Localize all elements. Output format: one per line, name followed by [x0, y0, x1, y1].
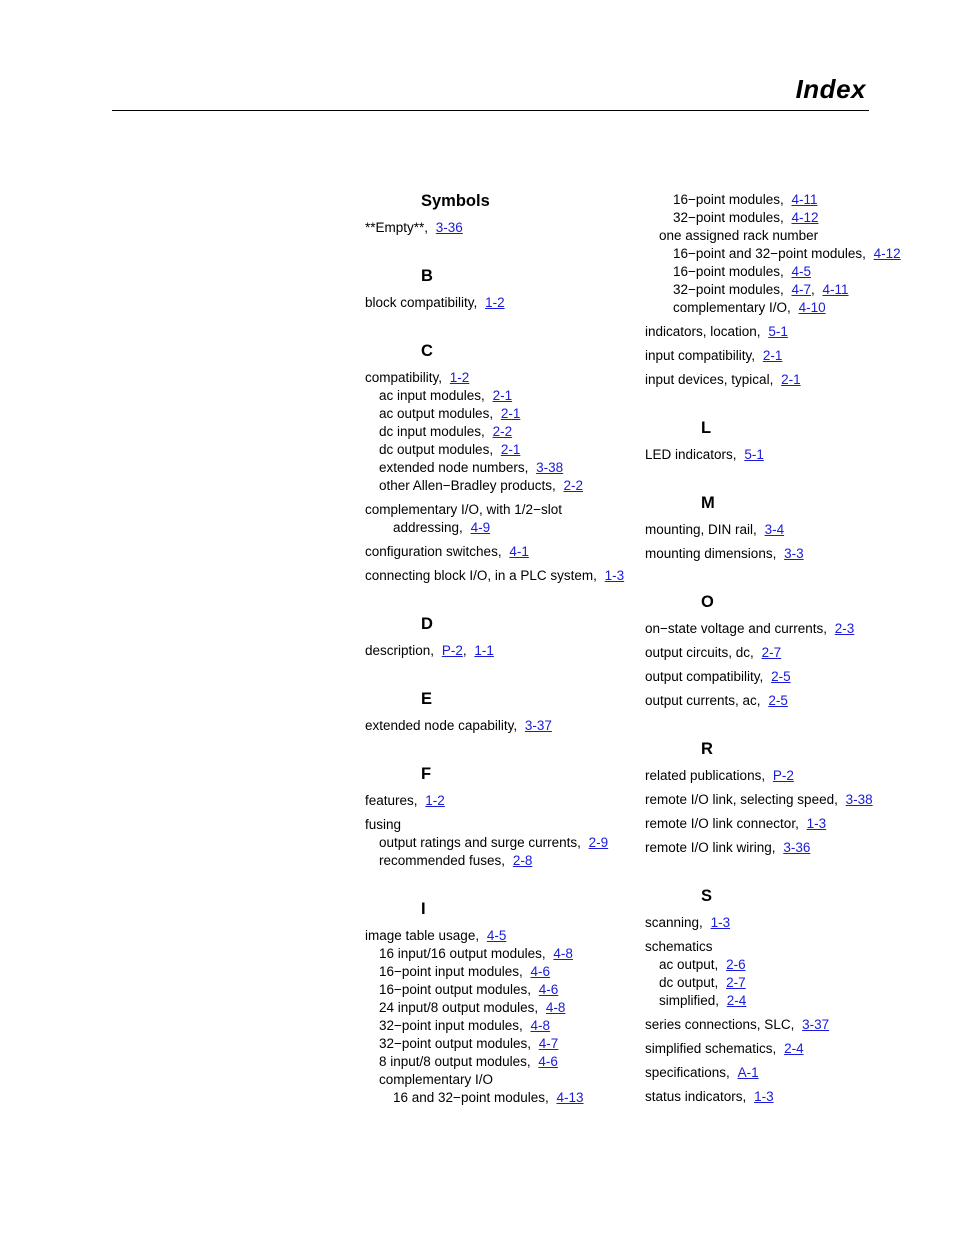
page-reference-link[interactable]: 4-6	[530, 964, 551, 979]
index-line	[645, 191, 935, 209]
index-line	[645, 323, 935, 341]
index-entry	[365, 294, 635, 312]
page-reference-link[interactable]: 4-1	[509, 544, 529, 559]
index-line	[645, 815, 935, 833]
index-entry	[645, 815, 935, 833]
section-letter: M	[701, 494, 715, 512]
entry-term: 16−point input modules,	[379, 964, 523, 979]
index-entry	[645, 668, 935, 686]
entry-term: remote I/O link wiring,	[645, 840, 776, 855]
index-line	[645, 545, 935, 563]
index-section	[365, 265, 635, 312]
page-reference-link[interactable]: A-1	[737, 1065, 759, 1080]
page-reference-link[interactable]: 4-8	[545, 1000, 566, 1015]
index-section	[365, 613, 635, 660]
index-entry	[645, 938, 935, 1010]
page-reference-link[interactable]: P-2	[772, 768, 794, 783]
section-letter: I	[421, 900, 426, 918]
entry-term: complementary I/O	[379, 1072, 494, 1087]
page-reference-link[interactable]: 1-2	[485, 295, 505, 310]
index-line	[645, 299, 935, 317]
index-line	[645, 347, 935, 365]
page-reference-link[interactable]: 5-1	[768, 324, 788, 339]
section-spacer	[365, 312, 635, 340]
index-section	[365, 688, 635, 735]
index-line	[365, 567, 635, 585]
page-reference-link[interactable]: 4-6	[538, 1054, 558, 1069]
section-spacer	[365, 735, 635, 763]
index-line	[365, 834, 635, 852]
index-line	[365, 477, 635, 495]
entry-term: addressing,	[393, 520, 463, 535]
index-column-left	[365, 190, 635, 1107]
section-spacer	[365, 660, 635, 688]
page-reference-link[interactable]: 1-2	[425, 793, 445, 808]
page-reference-link[interactable]: 2-2	[563, 478, 584, 493]
page-reference-link[interactable]: 2-4	[726, 993, 747, 1008]
entry-term: 16−point and 32−point modules,	[673, 246, 866, 261]
index-line	[365, 1017, 635, 1035]
index-entry	[365, 219, 635, 237]
page-reference-link[interactable]: 2-6	[726, 957, 746, 972]
section-spacer	[645, 710, 935, 738]
entry-term: fusing	[365, 817, 402, 832]
page-reference-link[interactable]: 2-1	[492, 388, 513, 403]
index-line	[645, 521, 935, 539]
page-reference-link[interactable]: 4-6	[538, 982, 559, 997]
index-line	[645, 692, 935, 710]
entry-term: LED indicators,	[645, 447, 737, 462]
entry-term: on−state voltage and currents,	[645, 621, 827, 636]
entry-term: output currents, ac,	[645, 693, 761, 708]
page-reference-link[interactable]: 4-8	[530, 1018, 551, 1033]
page-reference-link[interactable]: 4-12	[873, 246, 901, 261]
section-spacer	[645, 857, 935, 885]
page-reference-link[interactable]: 2-5	[768, 693, 788, 708]
section-letter: R	[701, 740, 713, 758]
section-spacer	[645, 563, 935, 591]
index-entry	[645, 1016, 935, 1034]
index-line	[365, 1071, 635, 1089]
entry-term: ac output,	[659, 957, 719, 972]
page-reference-link[interactable]: 4-7	[791, 282, 811, 297]
entry-term: specifications,	[645, 1065, 730, 1080]
entry-term: extended node capability,	[365, 718, 518, 733]
entry-term: scanning,	[645, 915, 703, 930]
index-line	[365, 423, 635, 441]
entry-term: complementary I/O, with 1/2−slot	[365, 502, 562, 517]
index-line	[365, 543, 635, 561]
index-entry	[645, 914, 935, 932]
page-reference-link[interactable]: 3-37	[802, 1017, 830, 1032]
index-line	[645, 227, 935, 245]
entry-term: related publications,	[645, 768, 766, 783]
index-line	[365, 945, 635, 963]
entry-term: schematics	[645, 939, 713, 954]
entry-term: 32−point input modules,	[379, 1018, 523, 1033]
index-entry	[645, 521, 935, 539]
page-reference-link[interactable]: P-2	[441, 643, 463, 658]
index-entry	[645, 347, 935, 365]
index-entry	[365, 927, 635, 1107]
page-reference-link[interactable]: 4-13	[556, 1090, 584, 1105]
section-letter: F	[421, 765, 432, 783]
index-line	[645, 1040, 935, 1058]
section-letter: Symbols	[421, 192, 490, 210]
page-reference-link[interactable]: 1-3	[806, 816, 827, 831]
entry-term: ac input modules,	[379, 388, 485, 403]
entry-term: indicators, location,	[645, 324, 761, 339]
page-reference-link[interactable]: 1-3	[754, 1089, 774, 1104]
section-spacer	[645, 464, 935, 492]
index-section	[645, 738, 935, 857]
section-spacer	[365, 237, 635, 265]
entry-term: 16−point modules,	[673, 264, 784, 279]
index-entry	[365, 369, 635, 495]
entry-term: remote I/O link connector,	[645, 816, 799, 831]
index-line	[365, 459, 635, 477]
index-line	[365, 369, 635, 387]
entry-term: dc input modules,	[379, 424, 485, 439]
index-line	[365, 1089, 635, 1107]
page-reference-link[interactable]: 3-37	[524, 718, 552, 733]
section-spacer	[645, 389, 935, 417]
page-reference-link[interactable]: 5-1	[744, 447, 764, 462]
index-entry	[365, 717, 635, 735]
index-line	[645, 839, 935, 857]
page-reference-link[interactable]: 2-2	[492, 424, 513, 439]
page-reference-link[interactable]: 2-7	[726, 975, 746, 990]
page-reference-link[interactable]: 3-3	[784, 546, 804, 561]
entry-term: output compatibility,	[645, 669, 764, 684]
index-section	[645, 885, 935, 1106]
entry-term: connecting block I/O, in a PLC system,	[365, 568, 597, 583]
index-line	[365, 501, 635, 519]
index-line	[365, 852, 635, 870]
index-line	[645, 1064, 935, 1082]
section-letter: D	[421, 615, 433, 633]
page-reference-link[interactable]: 2-5	[771, 669, 791, 684]
page-reference-link[interactable]: 2-8	[512, 853, 533, 868]
index-line	[645, 371, 935, 389]
entry-term: compatibility,	[365, 370, 443, 385]
index-column-right	[645, 191, 935, 1106]
page-reference-link[interactable]: 2-9	[588, 835, 609, 850]
entry-term: configuration switches,	[365, 544, 502, 559]
entry-term: dc output,	[659, 975, 719, 990]
entry-term: 8 input/8 output modules,	[379, 1054, 531, 1069]
index-section	[365, 763, 635, 870]
index-line	[645, 668, 935, 686]
index-section	[365, 898, 635, 1107]
page-reference-link[interactable]: 2-1	[500, 442, 521, 457]
index-line	[645, 245, 935, 263]
index-section	[645, 417, 935, 464]
index-entry	[645, 767, 935, 785]
page-reference-link[interactable]: 4-10	[798, 300, 826, 315]
section-letter: E	[421, 690, 433, 708]
page-reference-link[interactable]: 4-11	[791, 192, 818, 207]
section-letter: B	[421, 267, 433, 285]
index-line	[645, 446, 935, 464]
index-entry	[645, 1088, 935, 1106]
index-entry	[645, 545, 935, 563]
section-letter: L	[701, 419, 712, 437]
entry-term: 32−point modules,	[673, 210, 784, 225]
index-line	[645, 1016, 935, 1034]
index-line	[645, 263, 935, 281]
index-line	[645, 956, 935, 974]
index-section	[365, 190, 635, 237]
entry-term: 16−point modules,	[673, 192, 784, 207]
page-reference-link[interactable]: 2-1	[500, 406, 521, 421]
entry-term: output circuits, dc,	[645, 645, 754, 660]
index-line	[645, 791, 935, 809]
index-line	[365, 999, 635, 1017]
section-spacer	[365, 585, 635, 613]
page-reference-link[interactable]: 1-3	[710, 915, 731, 930]
entry-term: series connections, SLC,	[645, 1017, 795, 1032]
index-line	[365, 405, 635, 423]
page-reference-link[interactable]: 2-4	[784, 1041, 804, 1056]
index-line	[645, 644, 935, 662]
index-entry	[365, 567, 635, 585]
index-line	[645, 620, 935, 638]
page-reference-link[interactable]: 4-9	[470, 520, 491, 535]
index-entry	[365, 642, 635, 660]
entry-term: 16−point output modules,	[379, 982, 531, 997]
page-reference-link[interactable]: 3-4	[764, 522, 785, 537]
page-reference-link[interactable]: 2-1	[781, 372, 801, 387]
page-reference-link[interactable]: 2-7	[761, 645, 782, 660]
index-line	[365, 792, 635, 810]
section-letter: S	[701, 887, 713, 905]
entry-term: recommended fuses,	[379, 853, 506, 868]
index-entry	[645, 323, 935, 341]
index-entry	[645, 446, 935, 464]
index-line	[365, 1053, 635, 1071]
page-reference-link[interactable]: 4-8	[553, 946, 573, 961]
entry-term: status indicators,	[645, 1089, 747, 1104]
page-reference-link[interactable]: 4-12	[791, 210, 819, 225]
index-entry	[645, 191, 935, 317]
index-section	[365, 340, 635, 585]
index-line: 32−point modules, 4-7, 4-11	[673, 282, 849, 297]
index-entry	[645, 644, 935, 662]
index-line	[645, 209, 935, 227]
page-reference-link[interactable]: 1-3	[604, 568, 625, 583]
entry-term: features,	[365, 793, 418, 808]
index-line	[365, 717, 635, 735]
entry-term: 24 input/8 output modules,	[379, 1000, 539, 1015]
index-entry	[645, 1064, 935, 1082]
index-line	[365, 441, 635, 459]
section-letter: O	[701, 593, 714, 611]
page-reference-link[interactable]: 3-38	[845, 792, 873, 807]
index-line	[645, 1088, 935, 1106]
section-spacer	[365, 870, 635, 898]
index-line	[365, 519, 635, 537]
index-section	[645, 492, 935, 563]
index-line	[365, 816, 635, 834]
entry-term: other Allen−Bradley products,	[379, 478, 556, 493]
page-reference-link[interactable]: 4-11	[822, 282, 849, 297]
index-line	[645, 767, 935, 785]
page-reference-link[interactable]: 3-36	[783, 840, 811, 855]
page-reference-link[interactable]: 1-2	[449, 370, 470, 385]
index-entry	[645, 1040, 935, 1058]
entry-term: output ratings and surge currents,	[379, 835, 581, 850]
header-rule	[112, 110, 869, 111]
page-reference-link[interactable]: 3-36	[435, 220, 463, 235]
entry-term: block compatibility,	[365, 295, 478, 310]
index-entry	[645, 620, 935, 638]
section-letter: C	[421, 342, 433, 360]
entry-term: mounting dimensions,	[645, 546, 777, 561]
entry-term: description,	[365, 643, 435, 658]
index-line	[365, 963, 635, 981]
page-reference-link[interactable]: 1-1	[474, 643, 494, 658]
index-line	[365, 927, 635, 945]
index-line	[365, 1035, 635, 1053]
page-reference-link[interactable]: 4-7	[538, 1036, 559, 1051]
index-entry	[365, 816, 635, 870]
entry-term: 16 input/16 output modules,	[379, 946, 546, 961]
index-line	[645, 938, 935, 956]
index-section	[645, 191, 935, 389]
entry-term: 32−point output modules,	[379, 1036, 531, 1051]
index-entry	[645, 692, 935, 710]
page-reference-link[interactable]: 4-5	[486, 928, 507, 943]
entry-term: one assigned rack number	[659, 228, 819, 243]
entry-term: **Empty**,	[365, 220, 429, 235]
index-entry	[645, 371, 935, 389]
page-reference-link[interactable]: 2-3	[834, 621, 855, 636]
page-reference-link[interactable]: 2-1	[762, 348, 783, 363]
entry-term: 16 and 32−point modules,	[393, 1090, 549, 1105]
entry-term: 32−point modules,	[673, 282, 784, 297]
index-entry	[365, 792, 635, 810]
index-line	[645, 974, 935, 992]
entry-term: image table usage,	[365, 928, 480, 943]
page-reference-link[interactable]: 4-5	[791, 264, 811, 279]
index-entry	[645, 839, 935, 857]
index-section	[645, 591, 935, 710]
entry-term: dc output modules,	[379, 442, 494, 457]
entry-term: extended node numbers,	[379, 460, 529, 475]
page-title: Index	[795, 74, 866, 104]
entry-term: ac output modules,	[379, 406, 494, 421]
index-entry	[365, 543, 635, 561]
entry-term: mounting, DIN rail,	[645, 522, 757, 537]
index-line	[365, 387, 635, 405]
index-line	[645, 992, 935, 1010]
entry-term: simplified,	[659, 993, 720, 1008]
entry-term: input devices, typical,	[645, 372, 774, 387]
entry-term: input compatibility,	[645, 348, 756, 363]
index-line	[645, 914, 935, 932]
index-line	[365, 981, 635, 999]
index-entry	[365, 501, 635, 537]
entry-term: remote I/O link, selecting speed,	[645, 792, 838, 807]
index-line: description, P-2, 1-1	[365, 643, 494, 658]
entry-term: simplified schematics,	[645, 1041, 777, 1056]
index-line	[365, 219, 635, 237]
index-line	[365, 294, 635, 312]
index-entry	[645, 791, 935, 809]
entry-term: complementary I/O,	[673, 300, 791, 315]
page-reference-link[interactable]: 3-38	[536, 460, 564, 475]
